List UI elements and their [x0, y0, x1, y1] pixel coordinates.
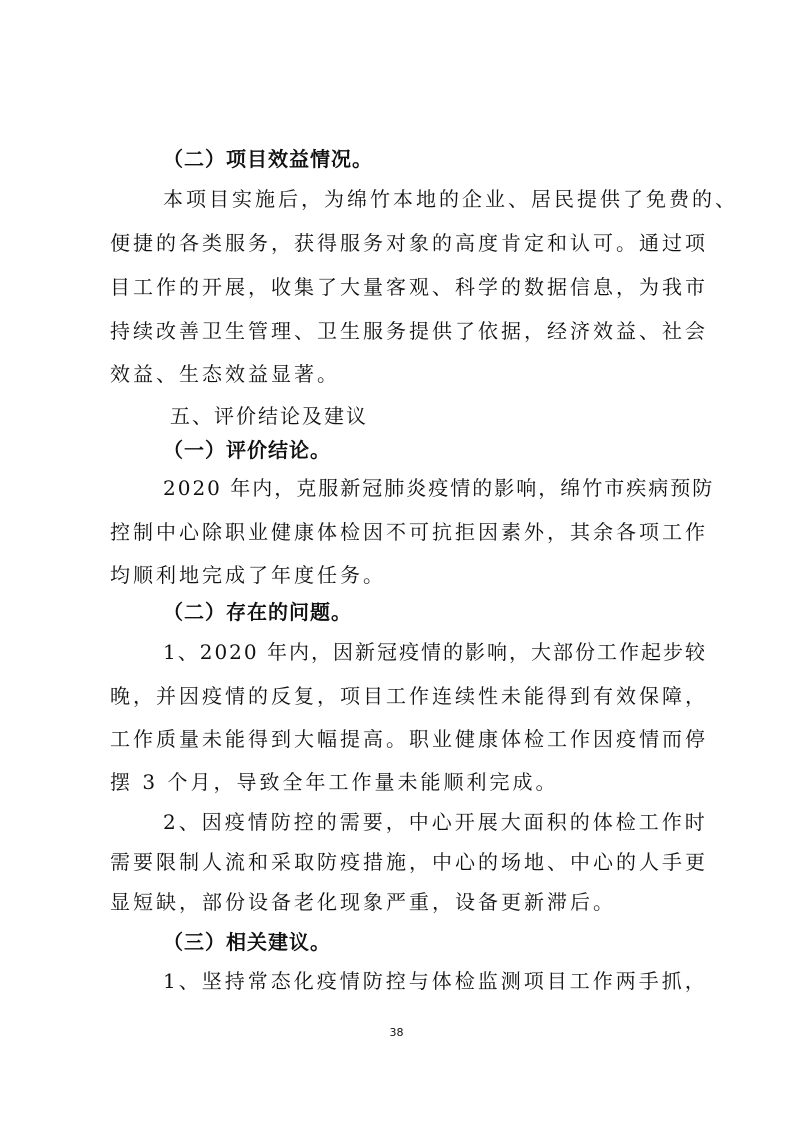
paragraph-line: 1、2020 年内，因新冠疫情的影响，大部份工作起步较 — [163, 640, 707, 664]
page-number: 38 — [389, 1026, 404, 1039]
paragraph-line: 目工作的开展，收集了大量客观、科学的数据信息，为我市 — [110, 275, 708, 299]
paragraph-line: 2、因疫情防控的需要，中心开展大面积的体检工作时 — [163, 810, 708, 834]
chapter-heading: 五、评价结论及建议 — [170, 404, 368, 428]
paragraph-line: 持续改善卫生管理、卫生服务提供了依据，经济效益、社会 — [110, 319, 708, 343]
section-heading-problems: （二）存在的问题。 — [163, 600, 352, 624]
paragraph-line: 均顺利地完成了年度任务。 — [110, 563, 386, 587]
paragraph-line: 需要限制人流和采取防疫措施，中心的场地、中心的人手更 — [110, 850, 708, 874]
paragraph-line: 晚，并因疫情的反复，项目工作连续性未能得到有效保障， — [110, 684, 708, 708]
paragraph-line: 摆 3 个月，导致全年工作量未能顺利完成。 — [110, 770, 559, 794]
paragraph-line: 效益、生态效益显著。 — [110, 362, 340, 386]
paragraph-line: 工作质量未能得到大幅提高。职业健康体检工作因疫情而停 — [110, 727, 708, 751]
paragraph-line: 本项目实施后，为绵竹本地的企业、居民提供了免费的、 — [163, 187, 738, 211]
paragraph-line: 便捷的各类服务，获得服务对象的高度肯定和认可。通过项 — [110, 231, 708, 255]
section-heading-benefits: （二）项目效益情况。 — [163, 147, 373, 171]
paragraph-line: 控制中心除职业健康体检因不可抗拒因素外，其余各项工作 — [110, 520, 708, 544]
paragraph-line: 2020 年内，克服新冠肺炎疫情的影响，绵竹市疾病预防 — [163, 476, 715, 500]
section-heading-conclusion: （一）评价结论。 — [163, 438, 331, 462]
paragraph-line: 1、坚持常态化疫情防控与体检监测项目工作两手抓， — [163, 969, 708, 993]
section-heading-suggestions: （三）相关建议。 — [163, 930, 331, 954]
paragraph-line: 显短缺，部份设备老化现象严重，设备更新滞后。 — [110, 890, 616, 914]
